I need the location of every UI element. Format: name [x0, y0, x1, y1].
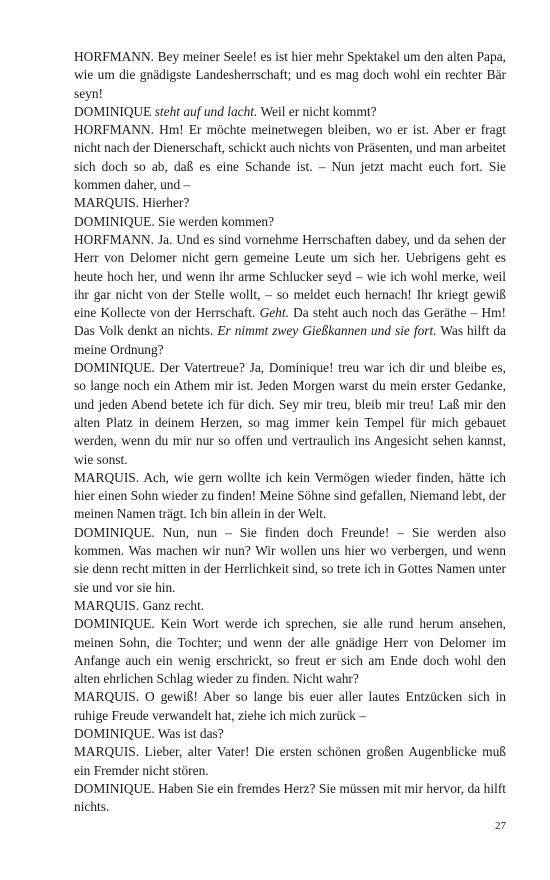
paragraph: [74, 121, 506, 194]
page-number: 27: [495, 820, 506, 832]
stage-direction: steht auf und lacht.: [154, 103, 258, 119]
paragraph: [74, 688, 506, 725]
dialogue-text: HORFMANN. Hm! Er möchte meinetwegen bleiben, wo er ist. Aber er fragt nicht nach der Dienerschaft, schickt auch nichts von Präsenten, und man arbeitet sich doch so ab, daß es eine Schande ist. – Nun jetzt macht euch fort. Sie kommen daher, und –: [74, 122, 506, 193]
page-text-block: [74, 48, 506, 816]
paragraph: [74, 469, 506, 524]
paragraph: [74, 743, 506, 780]
paragraph: [74, 359, 506, 469]
paragraph: [74, 597, 506, 615]
paragraph: [74, 725, 506, 743]
dialogue-text: DOMINIQUE. Haben Sie ein fremdes Herz? Sie müssen mit mir hervor, da hilft nichts.: [74, 780, 506, 815]
paragraph: [74, 780, 506, 817]
dialogue-text: DOMINIQUE: [74, 103, 155, 119]
dialogue-text: MARQUIS. Lieber, alter Vater! Die ersten schönen großen Augenblicke muß ein Fremder nicht stören.: [74, 744, 506, 778]
paragraph: [74, 615, 506, 688]
stage-direction: Geht.: [259, 305, 289, 321]
dialogue-text: MARQUIS. Ganz recht.: [74, 597, 205, 613]
dialogue-text: DOMINIQUE. Nun, nun – Sie finden doch Freunde! – Sie werden also kommen. Was machen wir nun? Wir wollen uns hier wo verbergen, und wenn sie denn recht mitten in der Herrlichkeit sind, so trete ich in Gottes Namen unter sie und vor sie hin.: [74, 524, 506, 595]
dialogue-text: Da steht auch noch das Geräthe – Hm! Das Volk denkt an nichts.: [74, 305, 506, 339]
dialogue-text: Weil er nicht kommt?: [257, 103, 377, 119]
dialogue-text: DOMINIQUE. Der Vatertreue? Ja, Dominique! treu war ich dir und bleibe es, so lange noch ein Athem mir ist. Jeden Morgen warst du mein erster Gedanke, und jeden Abend betete ich für dich. Sey mir treu, bleib mir treu! Laß mir den alten Platz in deinem Herzen, so mag immer kein Tempel für mich gebauet werden, wenn du mir nur so offen und vertraulich ins Angesicht sehen kannst, wie sonst.: [74, 360, 506, 467]
dialogue-text: MARQUIS. O gewiß! Aber so lange bis euer aller lautes Entzücken sich in ruhige Freude verwandelt hat, ziehe ich mich zurück –: [74, 689, 506, 723]
dialogue-text: HORFMANN. Bey meiner Seele! es ist hier mehr Spektakel um den alten Papa, wie um die gnädigste Landesherrschaft; und es mag doch wohl ein rechter Bär seyn!: [74, 49, 506, 101]
stage-direction: Er nimmt zwey Gießkannen und sie fort.: [217, 323, 437, 339]
paragraph: [74, 48, 506, 103]
dialogue-text: Was hilft da meine Ordnung?: [74, 323, 506, 357]
dialogue-text: DOMINIQUE. Sie werden kommen?: [74, 213, 275, 229]
dialogue-text: MARQUIS. Ach, wie gern wollte ich kein Vermögen wieder finden, hätte ich hier einen Sohn wieder zu finden! Meine Söhne sind gefallen, Niemand lebt, der meinen Namen trägt. Ich bin allein in der Welt.: [74, 469, 506, 522]
paragraph: [74, 524, 506, 597]
paragraph: [74, 213, 506, 231]
dialogue-text: MARQUIS. Hierher?: [74, 195, 190, 211]
paragraph: [74, 194, 506, 212]
dialogue-text: DOMINIQUE. Was ist das?: [74, 725, 224, 741]
dialogue-text: HORFMANN. Ja. Und es sind vornehme Herrschaften dabey, und da sehen der Herr von Delomer nicht gern gemeine Leute um sich her. Uebrigens geht es heute hoch her, und wenn ihr arme Schlucker seyd – wie ich wohl merke, weil ihr gar nicht von der Stelle wollt, – so meldet euch hernach! Ihr kriegt gewiß eine Kollecte von der Herrschaft.: [74, 231, 506, 321]
paragraph: [74, 103, 506, 121]
dialogue-text: DOMINIQUE. Kein Wort werde ich sprechen, sie alle rund herum ansehen, meinen Sohn, die Tochter; und wenn der alle gnädige Herr von Delomer im Anfange auch ein wenig erschrickt, so freut er sich am Ende doch wohl den alten ehrlichen Schlag wieder zu finden. Nicht wahr?: [74, 616, 506, 687]
paragraph: [74, 231, 506, 359]
